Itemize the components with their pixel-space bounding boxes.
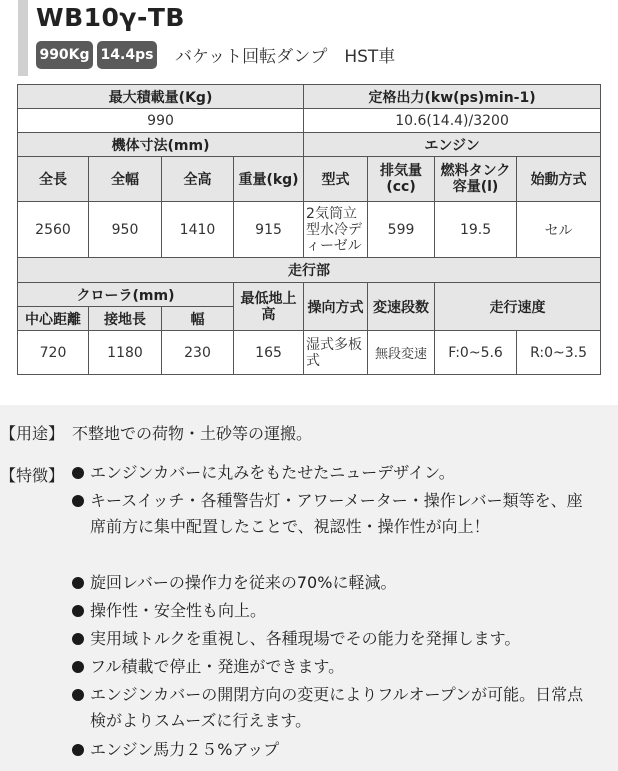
- rated-output-header: 定格出力(kw(ps)min-1): [304, 85, 601, 109]
- crawler-width-header: 幅: [162, 307, 234, 331]
- usage-label: 【用途】: [0, 424, 65, 443]
- max-load-value: 990: [18, 109, 304, 133]
- product-subtitle: バケット回転ダンプ HST車: [175, 47, 396, 67]
- feature-item: [72, 654, 592, 680]
- max-load-header: 最大積載量(Kg): [18, 85, 304, 109]
- length-value: 2560: [18, 202, 89, 258]
- steering-value: 湿式多板式: [304, 331, 368, 375]
- feature-item: [72, 570, 592, 596]
- bullet-icon: [72, 605, 84, 617]
- capacity-badge: 990Kg: [36, 41, 93, 69]
- feature-item: [72, 626, 592, 652]
- feature-item: [72, 488, 592, 540]
- feature-text: 実用域トルクを重視し、各種現場でその能力を発揮します。: [90, 629, 521, 648]
- forward-speed-value: F:0~5.6: [435, 331, 517, 375]
- feature-item: [72, 460, 592, 486]
- bullet-icon: [72, 633, 84, 645]
- crawler-header: クローラ(mm): [18, 283, 234, 307]
- dimensions-header: 機体寸法(mm): [18, 133, 304, 157]
- reverse-speed-value: R:0~3.5: [517, 331, 601, 375]
- engine-model-value: 2気筒立型水冷ディーゼル: [304, 202, 368, 258]
- crawler-width-value: 230: [162, 331, 234, 375]
- shift-header: 変速段数: [368, 283, 435, 331]
- feature-text: キースイッチ・各種警告灯・アワーメーター・操作レバー類等を、座席前方に集中配置したことで、視認性・操作性が向上！: [90, 491, 583, 536]
- feature-text: 旋回レバーの操作力を従来の70%に軽減。: [90, 573, 397, 592]
- bullet-icon: [72, 577, 84, 589]
- feature-text: エンジンカバーの開閉方向の変更によりフルオープンが可能。日常点検がよりスムーズに行えます。: [90, 685, 584, 730]
- weight-value: 915: [234, 202, 304, 258]
- displacement-value: 599: [368, 202, 435, 258]
- center-distance-value: 720: [18, 331, 89, 375]
- rated-output-value: 10.6(14.4)/3200: [304, 109, 601, 133]
- steering-header: 操向方式: [304, 283, 368, 331]
- contact-length-value: 1180: [89, 331, 162, 375]
- travel-speed-header: 走行速度: [435, 283, 601, 331]
- start-method-value: セル: [517, 202, 601, 258]
- feature-text: エンジン馬力２５%アップ: [90, 740, 280, 759]
- feature-item: [72, 737, 592, 763]
- height-value: 1410: [162, 202, 234, 258]
- feature-item: [72, 682, 592, 734]
- contact-length-header: 接地長: [89, 307, 162, 331]
- power-badge: 14.4ps: [97, 41, 157, 69]
- feature-text: エンジンカバーに丸みをもたせたニューデザイン。: [90, 463, 455, 482]
- engine-header: エンジン: [304, 133, 601, 157]
- travel-header: 走行部: [18, 258, 601, 283]
- features-label: 【特徴】: [0, 466, 65, 485]
- width-value: 950: [89, 202, 162, 258]
- fuel-tank-value: 19.5: [435, 202, 517, 258]
- height-header: 全高: [162, 157, 234, 202]
- shift-value: 無段変速: [368, 331, 435, 375]
- min-ground-value: 165: [234, 331, 304, 375]
- feature-item: [72, 598, 592, 624]
- feature-text: フル積載で停止・発進ができます。: [90, 657, 345, 676]
- center-distance-header: 中心距離: [18, 307, 89, 331]
- bullet-icon: [72, 744, 84, 756]
- model-header: 型式: [304, 157, 368, 202]
- min-ground-header: 最低地上高: [234, 283, 304, 331]
- bullet-icon: [72, 689, 84, 701]
- displacement-header: 排気量(cc): [368, 157, 435, 202]
- feature-text: 操作性・安全性も向上。: [90, 601, 267, 620]
- bullet-icon: [72, 467, 84, 479]
- usage-text: 不整地での荷物・土砂等の運搬。: [72, 424, 313, 443]
- width-header: 全幅: [89, 157, 162, 202]
- page-title: WB10γ-TB: [36, 3, 185, 32]
- spec-table: [17, 84, 601, 375]
- bullet-icon: [72, 495, 84, 507]
- weight-header: 重量(kg): [234, 157, 304, 202]
- title-accent-bar: [18, 0, 28, 76]
- start-method-header: 始動方式: [517, 157, 601, 202]
- length-header: 全長: [18, 157, 89, 202]
- bullet-icon: [72, 661, 84, 673]
- fuel-tank-header: 燃料タンク容量(l): [435, 157, 517, 202]
